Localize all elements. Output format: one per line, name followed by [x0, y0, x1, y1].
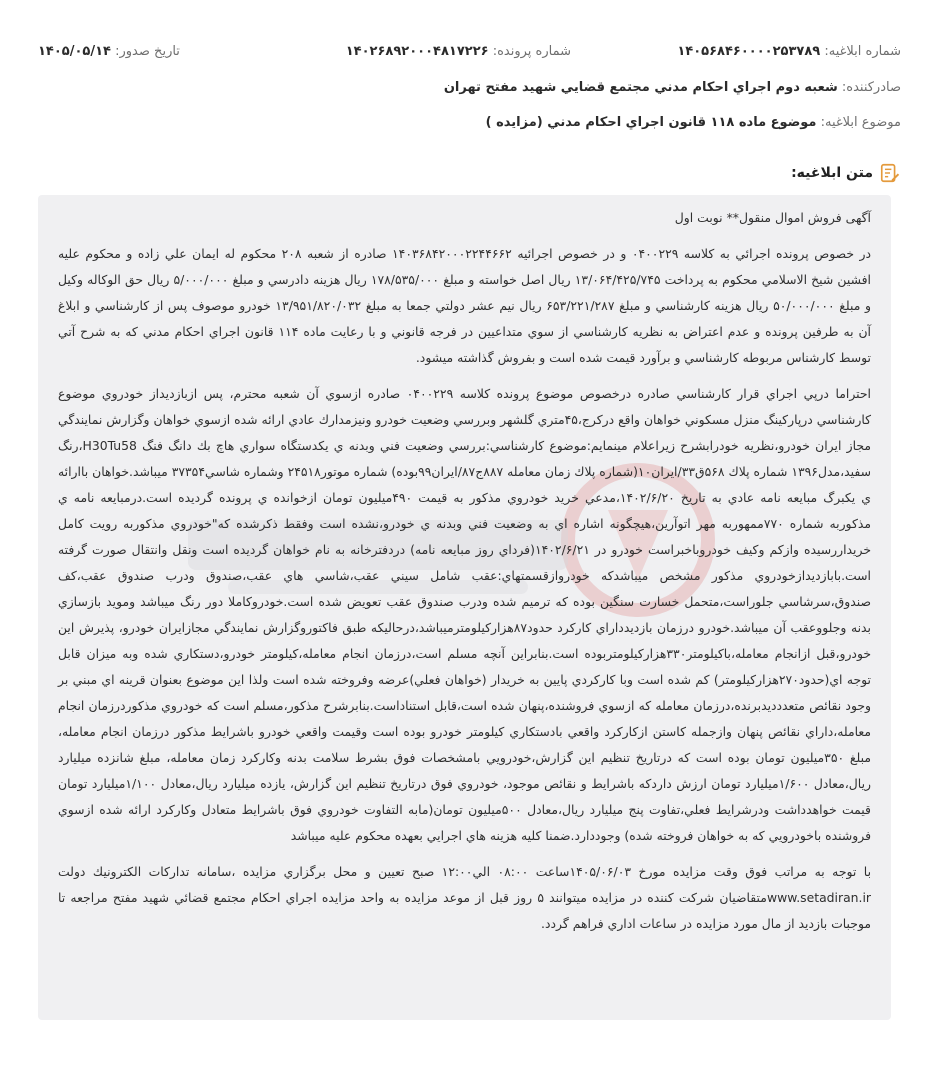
- case-number-value: ۱۴۰۲۶۸۹۲۰۰۰۴۸۱۷۲۲۶: [345, 44, 489, 59]
- meta-row-subject: [38, 115, 901, 139]
- notice-paragraph-1: در خصوص پرونده اجرائي به كلاسه ۰۴۰۰۲۲۹ و در خصوص اجرائيه ۱۴۰۳۶۸۴۲۰۰۰۲۲۴۴۶۶۲ صادره از شعبه ۲۰۸ محکوم له ايمان علي زاده و محكوم عليه افشين شيخ الاسلامي محكوم به پرداخت ۱۳/۰۶۴/۴۲۵/۷۴۵ ريال اصل خواسته و مبلغ ۱۷۸/۵۳۵/۰۰۰ ريال هزينه دادرسي و مبلغ ۵/۰۰۰/۰۰۰ ريال حق الوكاله وكيل و مبلغ ۵۰/۰۰۰/۰۰۰ ريال هزينه كارشناسي و مبلغ ۶۵۳/۲۲۱/۲۸۷ ريال نيم عشر دولتي جمعا به مبلغ ۱۳/۹۵۱/۸۲۰/۰۳۲ خودرو موصوف پس از كارشناسي و ابلاغ آن به طرفين پرونده و عدم اعتراض به نظريه كارشناسي از سوي متداعيين در فرجه قانوني و با رعايت ماده ۱۱۴ قانون اجراي احكام مدني كه به شرح آتي توسط كارشناس مربوطه كارشناسي و برآورد قيمت شده است و بفروش گذاشته ميشود.: [58, 246, 871, 365]
- meta-row-numbers: [38, 44, 901, 68]
- issue-date-label: تاریخ صدور:: [115, 44, 180, 59]
- notice-number-label: شماره ابلاغیه:: [824, 44, 901, 59]
- notice-heading-text: متن ابلاغیه:: [791, 165, 873, 181]
- issuer-value: شعبه دوم اجراي احكام مدني مجتمع قضايي شهيد مفتح تهران: [443, 80, 838, 95]
- meta-row-issuer: [38, 80, 901, 104]
- subject-label: موضوع ابلاغیه:: [820, 115, 901, 130]
- case-number-label: شماره پرونده:: [492, 44, 571, 59]
- notice-number-value: ۱۴۰۵۶۸۴۶۰۰۰۰۲۵۳۷۸۹: [677, 44, 821, 59]
- case-number: [346, 44, 571, 59]
- notice-heading: [791, 160, 901, 186]
- notice-paragraph-3: با توجه به مراتب فوق وقت مزايده مورخ ۱۴۰۵/۰۶/۰۳ساعت ۰۸:۰۰ الي۱۲:۰۰ صبح تعيين و محل برگزاري مزايده ،سامانه تداركات الكترونيك دولت www.setadiran.irمتقاضيان شركت كننده در مزايده ميتوانند ۵ روز قبل از موعد مزايده به واحد مزايده اجراي احكام مجتمع قضائي شهيد مفتح مراجعه تا موجبات بازديد از مال مورد مزايده در ساعات اداري فراهم گردد.: [58, 864, 872, 931]
- issue-date: [38, 44, 180, 59]
- notice-body: [38, 195, 891, 1020]
- notice-paragraph-2: احتراما درپي اجراي قرار كارشناسي صادره درخصوص موضوع پرونده كلاسه ۰۴۰۰۲۲۹ صادره ازسوي آن شعبه محترم، پس ازبازديداز خودروي موضوع كارشناسي درپاركينگ منزل مسكوني خواهان واقع دركرج،۴۵متري گلشهر وبررسي وضعيت خودرو ونيزمدارك عادي ارائه شده ازسوي خواهان وگزارش نمايندگي مجاز ايران خودرو،نظريه خودرابشرح زيراعلام مينمايم:موضوع كارشناسي:بررسي وضعيت فني وبدنه ي يكدستگاه سواري هاچ بك دانگ فنگ H30Tu58،رنگ سفيد،مدل۱۳۹۶ شماره پلاك ۵۶۸ق۳۳/ايران۱۰(شماره پلاك زمان معامله ۸۸۷ج۸۷/ايران۹۹بوده) شماره موتور۲۴۵۱۸ وشماره شاسي۳۷۳۵۴ ميباشد.خواهان باارائه ي يكبرگ مبايعه نامه عادي به تاريخ ۱۴۰۲/۶/۲۰،مدعي خريد خودروي مذكور به قيمت ۴۹۰ميليون تومان ازخوانده ي پرونده گرديده است.درمبايعه نامه ي مذكوربه شماره ۷۷۰ممهوربه مهر اتوآرين،هيچگونه اشاره اي به وضعيت فني وبدنه ي خودرو،نشده است وفقط ذكرشده كه"خودروي مذكوربه رويت كامل خريداررسيده وازكم وكيف خودروباخبراست خودرو در ۱۴۰۲/۶/۲۱(فرداي روز مبايعه نامه) دردفترخانه به نام خواهان گرديده است ونقل وانتقال صورت گرفته است.بابازديدازخودروي مذكور مشخص ميباشدكه خودروازقسمتهاي:عقب شامل سيني عقب،شاسي هاي عقب،صندوق ودرب صندوق عقب،كف صندوق،سرشاسي جلوراست،متحمل خسارت سنگين بوده كه ترميم شده ودرب صندوق عقب تعويض شده است.خودروكاملا دور رنگ ميباشد ومويد بازسازي بدنه وجلووعقب آن ميباشد.خودرو درزمان بازديدداراي كاركرد حدود۸۷هزاركيلومترميباشد،درحاليكه طبق فاكتوروگزارش نمايندگي مجازايران خودرو، پذيرش اين خودرو،قبل ازانجام معامله،باكيلومتر۳۳۰هزاركيلومتربوده است.بنابراين آنچه مسلم است،درزمان انجام معامله،كيلومتر خودرو،دستكاري شده وبه ميزان قابل توجه اي(حدود۲۷۰هزاركيلومتر) كم شده است وبا كاركردي پايين به خريدار (خواهان فعلي)عرضه وفروخته شده است ولذا اين موضوع بعنوان قرينه اي مبني بر وجود نقائص متعددديدبرنده،درزمان معامله كه ازسوي فروشنده،پنهان شده است،قابل استناداست.بنابرشرح مذكور،مسلم است كه خودروي مذكوردرزمان انجام معامله،داراي نقائص پنهان وازجمله كاستن ازكاركرد واقعي بادستكاري كيلومتر خودرو بوده است وقيمت واقعي خودرو باشرايط مذكور درزمان انجام معامله، مبلغ ۳۵۰ميليون تومان بوده است كه درتاريخ تنظيم اين گزارش،خودرويي بامشخصات فوق بشرط سلامت بدنه وكاركرد زمان معامله، مبلغ شانزده ميليارد ريال،معادل ۱/۶۰۰ميليارد تومان ارزش داردكه باشرايط و نقائص موجود، خودروي فوق درتاريخ تنظيم اين گزارش، يازده ميليارد ريال،معادل ۱/۱۰۰ميليارد تومان قيمت خواهدداشت ودرشرايط فعلي،تفاوت پنج ميليارد ريال،معادل ۵۰۰ميليون تومان(مابه التفاوت خودروي فوق باشرايط متعادل وكاركرد ارائه شده ازسوي فروشنده باخودرويي كه به خواهان فروخته شده) وجوددارد.ضمنا كليه هزينه هاي اجرايي بعهده محكوم عليه ميباشد: [58, 386, 872, 843]
- document-edit-icon: [879, 162, 901, 184]
- notice-title: آگهی فروش اموال منقول** نوبت اول: [674, 210, 871, 225]
- issuer-label: صادرکننده:: [841, 80, 901, 95]
- notice-number: [677, 44, 901, 59]
- subject-value: موضوع ماده ۱۱۸ قانون اجراي احكام مدني (مزايده ): [485, 115, 817, 130]
- issue-date-value: ۱۴۰۵/۰۵/۱۴: [38, 44, 111, 59]
